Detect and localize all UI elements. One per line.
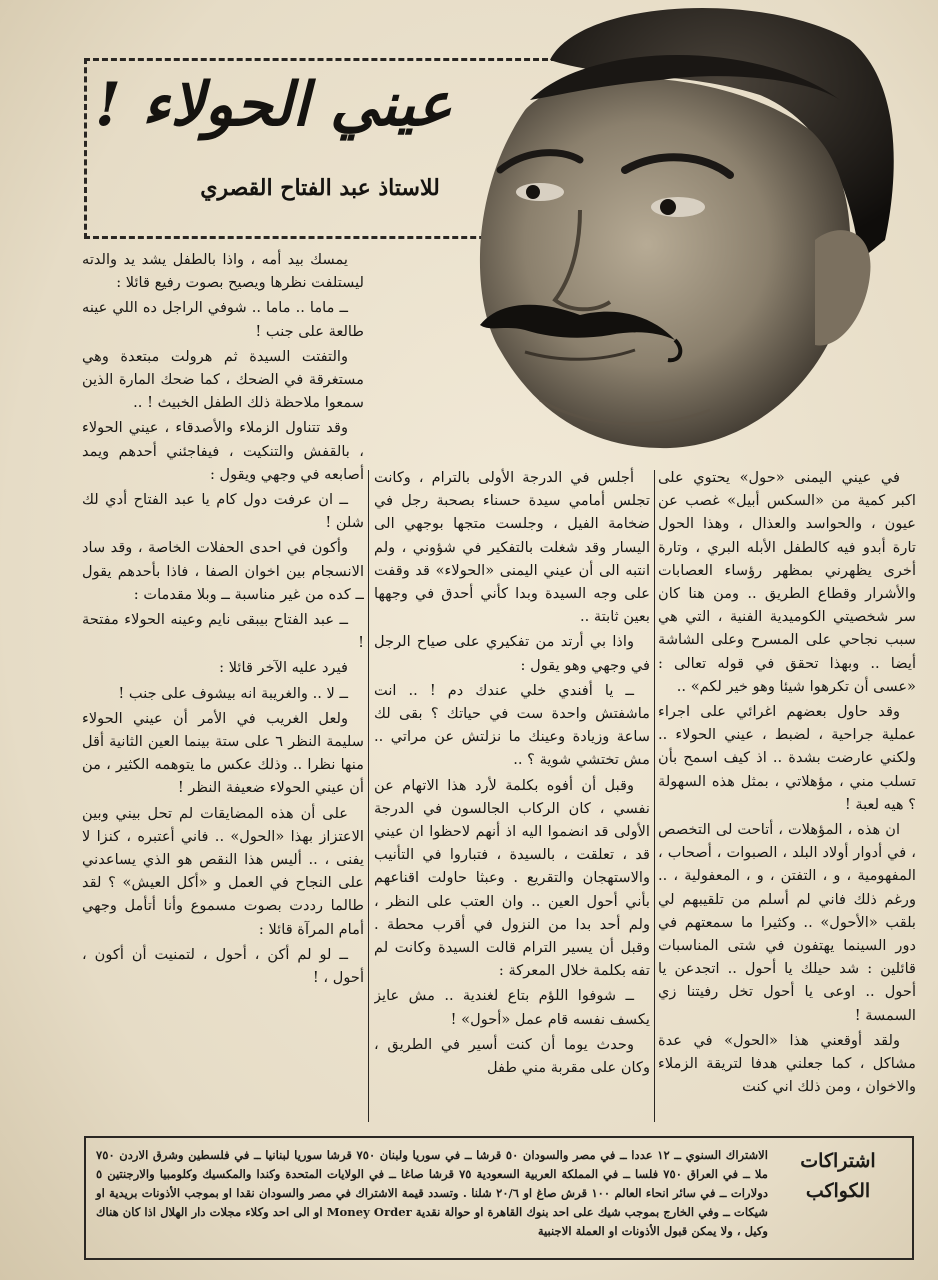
paragraph: ــ لا .. والغريبة انه بيشوف على جنب ! [118,684,348,702]
paragraph: على أن هذه المضايقات لم تحل بيني وبين الاعتزاز بهذا «الحول» .. فاني أعتبره ، كنزا لا يفنى ، .. أليس هذا النقص هو الذي يساعدني على النجاح في العمل و «أكل العيش» ؟ لقد طالما رددت بصوت مسموع وأنا أتأمل وجهي أمام المرآة قائلا : [82,804,364,938]
subscription-title: اشتراكات الكواكب [800,1150,876,1202]
paragraph: فيرد عليه الآخر قائلا : [219,659,348,677]
column-rule [654,470,655,1122]
subscription-text [96,1146,768,1241]
article-byline: للاستاذ عبد الفتاح القصري [200,175,440,201]
column-rule [368,470,369,1122]
paragraph: ــ ان عرفت دول كام يا عبد الفتاح أدي لك شلن ! [82,491,364,532]
paragraph: وقد تتناول الزملاء والأصدقاء ، عيني الحولاء ، بالقفش والتنكيت ، فيفاجئني أحدهم ويمد أصابعه في وجهي ويقول : [82,419,364,483]
paragraph: أجلس في الدرجة الأولى بالترام ، وكانت تجلس أمامي سيدة حسناء بصحبة رجل في ضخامة الفيل ، وجلست متجها بوجهي الى اليسار وقد شغلت بالتفكير في شؤوني ، ولم انتبه الى أن عيني اليمنى «الحولاء» قد وقفت على وجه السيدة وبدا كأني أحدق في وجهها بعين ثابتة .. [374,469,650,626]
paragraph: يمسك بيد أمه ، واذا بالطفل يشد يد والدته ليستلفت نظرها ويصيح بصوت رفيع قائلا : [82,251,364,292]
paragraph: في عيني اليمنى «حول» يحتوي على اكبر كمية من «السكس أبيل» غصب عن عيون ، والحواسد والعذال ، وهذا الحول تارة أبدو فيه كالطفل الأبله البري ، وتارة أخرى يظهرني بمظهر رؤساء العصابات والأشرار وقطاع الطريق .. ومن هنا كان سر شخصيتي الكوميدية الفنية ، التي هي سبب نجاحي على المسرح وعلى الشاشة أيضا .. وبهذا تحقق في قوله تعالى : «عسى أن تكرهوا شيئا وهو خير لكم» .. [658,469,916,695]
subscription-line: الاشتراك السنوي ــ ١٢ عددا ــ في مصر والسودان ٥٠ قرشا ــ في سوريا ولبنان ٧٥٠ قرشا سوريا لبنانيا ــ في فلسطين وشرق الاردن ٧٥٠ ملا ــ في العراق ٧٥٠ فلسا ــ في المملكة العربية السعودية ٧٥ قرشا صاغا ــ في الولايات المتحدة وكندا والمكسيك وكلومبيا والارجنتين ٥ دولارات ــ في سائر انحاء العالم ١٠٠ قرش صاغ او ٢٠/٦ شلنا . وتسدد قيمة الاشتراك في مصر والسودان نقدا او بموجب الأذونات بريدية او شيكات ــ وفي الخارج بموجب شيك على احد بنوك القاهرة او حوالة نقدية Money Order او الى احد وكلاء مجلات دار الهلال اذا كان هناك وكيل ، ولا يمكن قبول الأذونات او العملة الاجنبية [96,1148,769,1238]
author-portrait [430,0,900,460]
article-column-middle [374,466,650,1128]
paragraph: ولعل الغريب في الأمر أن عيني الحولاء سليمة النظر ٦ على ستة بينما العين الثانية أقل منها نظرا .. وذلك عكس ما يتوهمه الكثير ، من أن عيني الحولاء ضعيفة النظر ! [82,709,364,797]
article-column-left [82,248,364,1128]
paragraph: وحدث يوما أن كنت أسير في الطريق ، وكان على مقربة مني طفل [374,1035,650,1077]
paragraph: ــ عبد الفتاح بيبقى نايم وعينه الحولاء مفتحة ! [82,611,364,652]
paragraph: وأكون في احدى الحفلات الخاصة ، وقد ساد الانسجام بين اخوان الصفا ، فاذا بأحدهم يقول ــ كده من غير مناسبة ــ وبلا مقدمات : [82,539,364,603]
paragraph: والتفتت السيدة ثم هرولت مبتعدة وهي مستغرقة في الضحك ، كما ضحك المارة الذين سمعوا ملاحظة ذلك الطفل الخبيث ! .. [82,347,364,412]
paragraph: ــ ماما .. ماما .. شوفي الراجل ده اللي عينه طالعة على جنب ! [82,299,364,340]
paragraph: وقد حاول بعضهم اغرائي على اجراء عملية جراحية ، لضبط ، عيني الحولاء .. ولكني عارضت بشدة .. اذ كيف اسمح بأن تسلب مني ، مؤهلاتي ، بمثل هذه السهولة ؟ هيه لعبة ! [658,703,916,813]
paragraph: ان هذه ، المؤهلات ، أتاحت لى التخصص ، في أدوار أولاد البلد ، الصبوات ، أصحاب ، المفهومية ، و ، التفتن ، و ، المعفولية ، .. ورغم ذلك فاني لم أسلم من تلقيبهم لي بلقب «الأحول» .. وكثيرا ما سمعتهم في دور السينما يهتفون في شتى المناسبات قائلين : شد حيلك يا أحول .. اتجدعن يا أحول .. اوعى يا أحول تخل رفيتنا زي السمسة ! [658,821,916,1024]
paragraph: وقبل أن أفوه بكلمة لأرد هذا الاتهام عن نفسي ، كان الركاب الجالسون في الدرجة الأولى قد انضموا اليه اذ أنهم لاحظوا ان عيني قد ، تعلقت ، بالسيدة ، فتباروا في التأنيب والاستهجان والتقريع . وعبثا حاولت اقناعهم بأني أحول العين .. وان العتب على النظر ، ولم أحد بدا من النزول في أقرب محطة . وقبل أن يسير الترام قالت السيدة وكانت لم تفه بكلمة خلال المعركة : [374,776,650,980]
paragraph: ــ يا أفندي خلي عندك دم ! .. انت ماشفتش واحدة ست في حياتك ؟ بقى لك ساعة وزيادة وعينك ما نزلتش عن مراتي .. مش تختشي شوية ؟ .. [374,681,650,769]
article-column-right [658,466,916,1128]
paragraph: ــ شوفوا اللؤم بتاع لغندية .. مش عايز يكسف نفسه قام عمل «أحول» ! [374,987,650,1028]
paragraph: ولقد أوقعني هذا «الحول» في عدة مشاكل ، كما جعلني هدفا لتريقة الزملاء والاخوان ، ومن ذلك اني كنت [658,1031,916,1096]
subscription-box [84,1136,914,1260]
article-title: عيني الحولاء ! [94,70,452,140]
paragraph: ــ لو لم أكن ، أحول ، لتمنيت أن أكون ، أحول ، ! [82,945,364,987]
paragraph: واذا بي أرتد من تفكيري على صياح الرجل في وجهي وهو يقول : [374,633,650,674]
